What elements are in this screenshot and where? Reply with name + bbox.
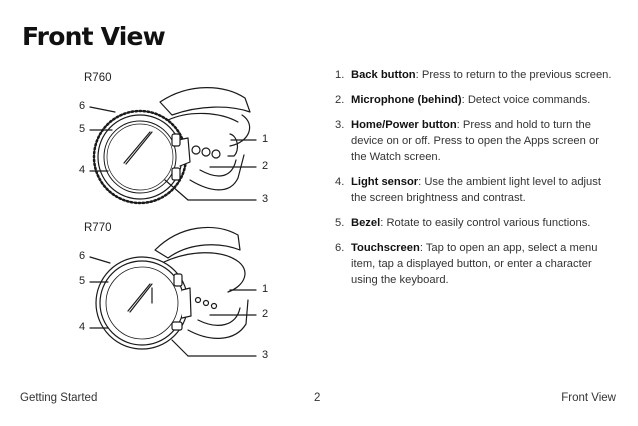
item-description: : Press and hold to turn the device on or off. Press to open the Apps screen or the Watch screen.	[351, 119, 599, 163]
callout-2: 2	[262, 308, 269, 320]
item-number: 4.	[335, 176, 345, 188]
page-title: Front View	[22, 22, 165, 51]
callout-4: 4	[79, 164, 86, 176]
callout-5: 5	[79, 123, 86, 135]
item-number: 6.	[335, 242, 345, 254]
item-number: 1.	[335, 69, 345, 81]
item-description: : Use the ambient light level to adjust the screen brightness and contrast.	[351, 176, 601, 204]
callout-3: 3	[262, 349, 269, 361]
item-term: Bezel	[351, 217, 381, 229]
list-item	[335, 67, 617, 83]
footer-page-title: Front View	[561, 392, 616, 404]
list-item	[335, 117, 617, 165]
callout-1: 1	[262, 133, 269, 145]
list-item	[335, 240, 617, 288]
item-number: 2.	[335, 94, 345, 106]
item-number: 5.	[335, 217, 345, 229]
item-number: 3.	[335, 119, 345, 131]
callout-6: 6	[79, 100, 86, 112]
model-label-r760: R760	[84, 72, 112, 84]
item-term: Microphone (behind)	[351, 94, 462, 106]
list-item	[335, 92, 617, 108]
callout-5: 5	[79, 275, 86, 287]
item-term: Touchscreen	[351, 242, 420, 254]
item-description: : Press to return to the previous screen.	[415, 69, 612, 81]
item-term: Back button	[351, 69, 416, 81]
callout-3: 3	[262, 193, 269, 205]
list-item	[335, 215, 617, 231]
watch-illustrations	[60, 60, 290, 380]
feature-list	[335, 67, 617, 297]
callout-6: 6	[79, 250, 86, 262]
item-term: Home/Power button	[351, 119, 457, 131]
item-description: : Detect voice commands.	[461, 94, 591, 106]
item-description: : Tap to open an app, select a menu item, tap a displayed button, or enter a character using the keyboard.	[351, 242, 598, 286]
r770-watch-icon	[96, 227, 248, 349]
callout-2: 2	[262, 160, 269, 172]
item-term: Light sensor	[351, 176, 419, 188]
item-description: : Rotate to easily control various functions.	[380, 217, 591, 229]
callout-1: 1	[262, 283, 269, 295]
footer-page-number: 2	[314, 392, 321, 404]
model-label-r770: R770	[84, 222, 112, 234]
watch-diagram	[60, 60, 290, 380]
list-item	[335, 174, 617, 206]
footer-section-name: Getting Started	[20, 392, 98, 404]
callout-4: 4	[79, 321, 86, 333]
